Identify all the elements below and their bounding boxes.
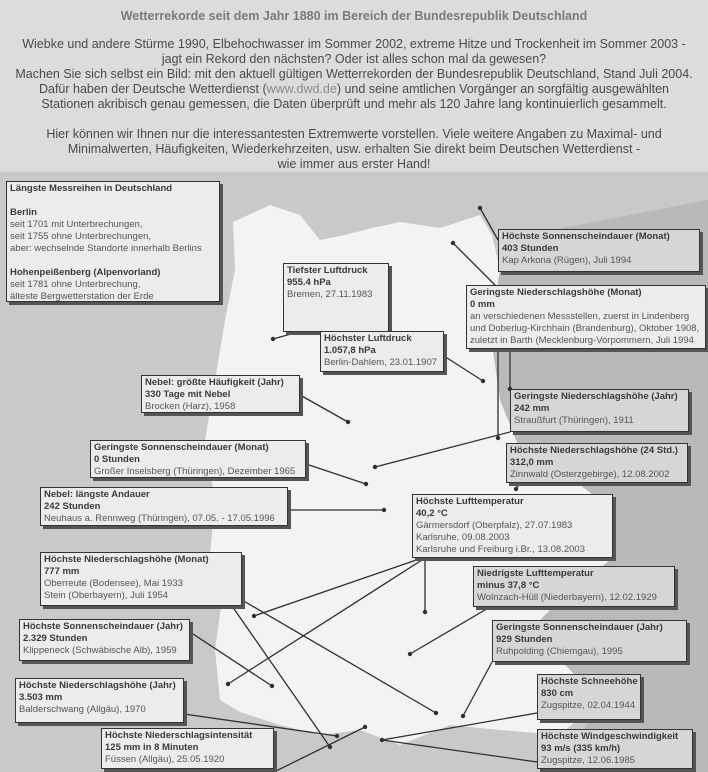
station-dot — [346, 420, 350, 424]
record-value: 403 Stunden — [502, 243, 559, 254]
box-geringste-niederschlagshoehe-jahr — [510, 389, 689, 432]
station-dot — [270, 684, 274, 688]
station-dot — [364, 482, 368, 486]
record-heading: Höchste Niederschlagshöhe (Monat) — [44, 554, 209, 565]
record-subheading: Hohenpeißenberg (Alpenvorland) — [10, 267, 161, 278]
outro-line: wie immer aus erster Hand! — [277, 157, 431, 171]
record-value: 125 mm in 8 Minuten — [105, 742, 199, 753]
outro-line: Minimalwerten, Häufigkeiten, Wiederkehrzeiten, usw. erhalten Sie direkt beim Deutschen Wetterdienst - — [67, 142, 641, 156]
station-dot — [434, 711, 438, 715]
record-text: Stein (Oberbayern), Juli 1954 — [44, 590, 169, 601]
record-value: minus 37,8 °C — [477, 580, 540, 591]
record-value: 1.057,8 hPa — [324, 345, 376, 356]
box-hoechste-schneehoehe — [537, 674, 641, 720]
record-text: Zinnwald (Osterzgebirge), 12.08.2002 — [510, 469, 670, 480]
station-dot — [382, 508, 386, 512]
page-title: Wetterrekorde seit dem Jahr 1880 im Bereich der Bundesrepublik Deutschland — [120, 9, 588, 23]
record-value: 242 mm — [514, 403, 550, 414]
box-hoechste-niederschlagshoehe-24std — [506, 443, 688, 483]
record-text: Großer Inselsberg (Thüringen), Dezember 1965 — [94, 466, 296, 477]
record-text: Ruhpolding (Chiemgau), 1995 — [496, 646, 623, 657]
intro-line: Stationen akribisch genau gemessen, die Daten überprüft und mehr als 120 Jahre lang kontinuierlich gesammelt. — [41, 97, 667, 111]
record-heading: Höchste Schneehöhe — [541, 676, 638, 687]
record-text: seit 1701 mit Unterbrechungen, — [10, 219, 143, 230]
record-heading: Höchste Sonnenscheindauer (Jahr) — [23, 621, 183, 632]
station-dot — [461, 714, 465, 718]
record-heading: Nebel: längste Andauer — [44, 489, 150, 500]
record-text: Wolnzach-Hüll (Niederbayern), 12.02.1929 — [477, 592, 657, 603]
record-text: aber: wechselnde Standorte innerhalb Berlins — [10, 243, 202, 254]
station-dot — [481, 379, 485, 383]
record-text: Brocken (Harz), 1958 — [145, 401, 236, 412]
intro-text: ) und seine amtlichen Vorgänger an sorgfältig ausgewählten — [336, 82, 670, 96]
station-dot — [335, 734, 339, 738]
intro-line: jagt ein Rekord den nächsten? Oder ist alles schon mal da gewesen? — [161, 52, 547, 66]
box-nebel-andauer — [40, 487, 288, 526]
outro-line: Hier können wir Ihnen nur die interessantesten Extremwerte vorstellen. Viele weitere Angaben zu Maximal- und — [46, 127, 662, 141]
box-niedrigste-lufttemperatur — [473, 566, 675, 607]
record-heading: Geringste Sonnenscheindauer (Jahr) — [496, 622, 663, 633]
station-dot — [252, 614, 256, 618]
record-text: zuletzt in Barth (Mecklenburg-Vorpommern, Juli 1994 — [470, 335, 694, 346]
record-heading: Längste Messreihen in Deutschland — [10, 183, 173, 194]
record-value: 777 mm — [44, 566, 80, 577]
box-geringste-sonnenscheindauer-monat — [90, 440, 306, 478]
intro-paragraph — [10, 37, 698, 112]
box-geringste-sonnenscheindauer-jahr — [492, 620, 687, 662]
record-subheading: Berlin — [10, 207, 37, 218]
station-dot — [478, 206, 482, 210]
record-text: seit 1781 ohne Unterbrechung, — [10, 279, 141, 290]
record-text: Neuhaus a. Rennweg (Thüringen), 07.05. - 17.05.1996 — [44, 513, 275, 524]
record-heading: Geringste Niederschlagshöhe (Jahr) — [514, 391, 678, 402]
record-value: 830 cm — [541, 688, 574, 699]
record-text: Berlin-Dahlem, 23.01.1907 — [324, 357, 438, 368]
record-value: 929 Stunden — [496, 634, 553, 645]
station-dot — [271, 337, 275, 341]
record-heading: Niedrigste Lufttemperatur — [477, 568, 594, 579]
record-text: Bremen, 27.11.1983 — [287, 289, 373, 300]
record-text: Kap Arkona (Rügen), Juli 1994 — [502, 255, 632, 266]
record-heading: Nebel: größte Häufigkeit (Jahr) — [145, 377, 284, 388]
record-heading: Geringste Niederschlagshöhe (Monat) — [470, 287, 642, 298]
record-text: Karlsruhe und Freiburg i.Br., 13.08.2003 — [416, 544, 585, 555]
station-dot — [373, 465, 377, 469]
record-text: Zugspitze, 02.04.1944 — [541, 700, 636, 711]
intro-section — [0, 0, 708, 170]
station-dot — [363, 725, 367, 729]
box-laengste-messreihen — [6, 181, 220, 302]
record-value: 93 m/s (335 km/h) — [541, 743, 621, 754]
record-text: und Doberlug-Kirchhain (Brandenburg), Oktober 1908, — [470, 323, 700, 334]
record-text: Karlsruhe, 09.08.2003 — [416, 532, 510, 543]
record-value: 40,2 °C — [416, 508, 448, 519]
record-text: Füssen (Allgäu), 25.05.1920 — [105, 754, 225, 765]
intro-line-dwd — [10, 82, 698, 97]
record-heading: Höchste Windgeschwindigkeit — [541, 731, 679, 742]
record-text: Balderschwang (Allgäu), 1970 — [19, 704, 146, 715]
intro-line: Machen Sie sich selbst ein Bild: mit den aktuell gültigen Wetterrekorden der Bundesrepublik Deutschland, Stand Juli 2004. — [15, 67, 693, 81]
record-text: Oberreute (Bodensee), Mai 1933 — [44, 578, 183, 589]
record-heading: Geringste Sonnenscheindauer (Monat) — [94, 442, 269, 453]
record-text: Zugspitze, 12.06.1985 — [541, 755, 636, 766]
record-heading: Höchste Niederschlagsintensität — [105, 730, 253, 741]
record-value: 2.329 Stunden — [23, 633, 88, 644]
box-hoechste-sonnenscheindauer-monat — [498, 229, 700, 272]
record-value: 330 Tage mit Nebel — [145, 389, 231, 400]
box-hoechster-luftdruck — [320, 331, 444, 372]
record-text: an verschiedenen Messstellen, zuerst in Lindenberg — [470, 311, 690, 322]
record-text: Gärmersdorf (Oberpfalz), 27.07.1983 — [416, 520, 573, 531]
box-hoechste-niederschlagshoehe-jahr — [15, 678, 184, 723]
box-hoechste-windgeschwindigkeit — [537, 729, 693, 769]
box-hoechste-sonnenscheindauer-jahr — [19, 619, 190, 661]
connector-line — [382, 740, 537, 762]
record-value: 0 Stunden — [94, 454, 140, 465]
box-geringste-niederschlagshoehe-monat — [466, 285, 706, 349]
intro-text: Dafür haben der Deutsche Wetterdienst ( — [38, 82, 267, 96]
station-dot — [451, 241, 455, 245]
record-heading: Höchste Lufttemperatur — [416, 496, 524, 507]
intro-line: Wiebke und andere Stürme 1990, Elbehochwasser im Sommer 2002, extreme Hitze und Trockenheit im Sommer 2003 - — [22, 37, 686, 51]
station-dot — [408, 652, 412, 656]
record-value: 312,0 mm — [510, 457, 554, 468]
station-dot — [514, 487, 518, 491]
station-dot — [226, 682, 230, 686]
record-text: Straußfurt (Thüringen), 1911 — [514, 415, 634, 426]
outro-paragraph — [10, 127, 698, 172]
record-value: 0 mm — [470, 299, 495, 310]
record-heading: Höchster Luftdruck — [324, 333, 412, 344]
station-dot — [328, 745, 332, 749]
station-dot — [496, 436, 500, 440]
box-hoechste-lufttemperatur — [412, 494, 613, 558]
record-heading: Höchste Niederschlagshöhe (24 Std.) — [510, 445, 678, 456]
record-text: Klippeneck (Schwäbische Alb), 1959 — [23, 645, 177, 656]
station-dot — [380, 738, 384, 742]
record-value: 3.503 mm — [19, 692, 63, 703]
record-heading: Höchste Sonnenscheindauer (Monat) — [502, 231, 670, 242]
record-heading: Tiefster Luftdruck — [287, 265, 368, 276]
box-hoechste-niederschlagshoehe-monat — [40, 552, 242, 606]
box-nebel-haeufigkeit — [141, 375, 300, 413]
record-heading: Höchste Niederschlagshöhe (Jahr) — [19, 680, 176, 691]
box-tiefster-luftdruck — [283, 263, 389, 332]
record-text: seit 1755 ohne Unterbrechungen, — [10, 231, 152, 242]
record-value: 955.4 hPa — [287, 277, 331, 288]
record-text: älteste Bergwetterstation der Erde — [10, 291, 154, 302]
station-dot — [423, 610, 427, 614]
box-hoechste-niederschlagsintensitaet — [101, 728, 274, 769]
dwd-link[interactable]: www.dwd.de — [266, 82, 337, 96]
record-value: 242 Stunden — [44, 501, 101, 512]
